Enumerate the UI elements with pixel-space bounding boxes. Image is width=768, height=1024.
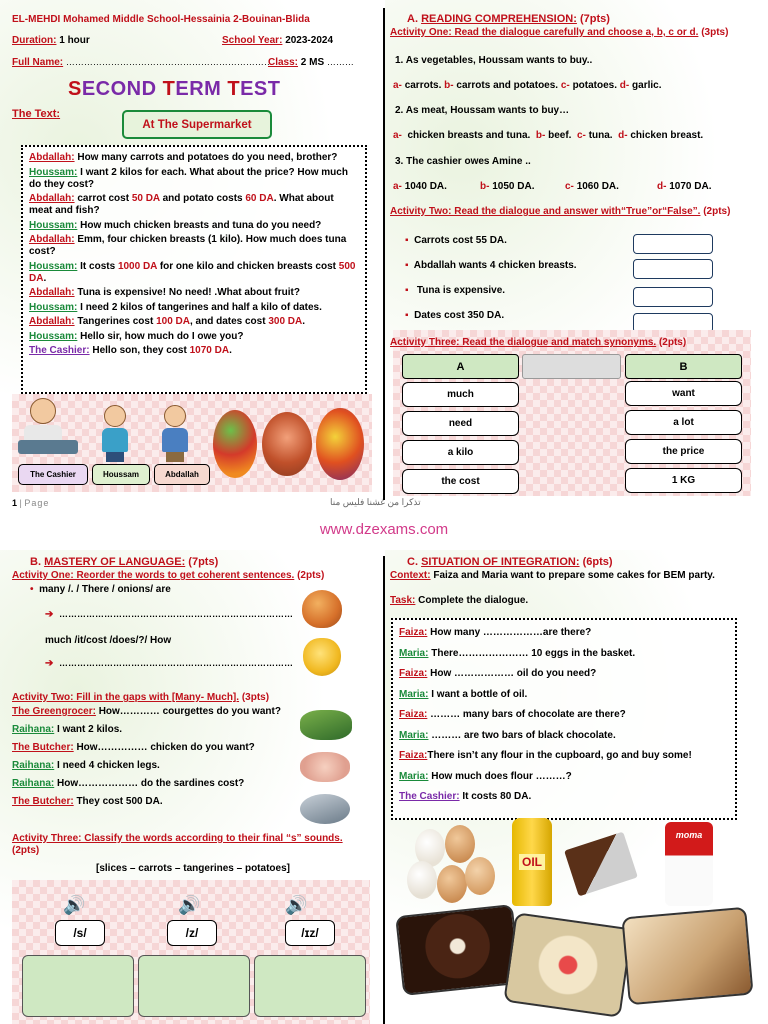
flour-label: moma [675,830,703,840]
speaker-name: Houssam: [29,301,78,313]
houssam-legs [106,452,124,462]
speaker-name: Houssam: [29,330,78,342]
speaker-name: The Butcher: [12,796,74,807]
classify-box-iz[interactable] [254,955,366,1017]
cashier-head [30,398,56,424]
dialogue-line [12,796,302,807]
arabic-footer: تذكرا من غشنا فليس منا [330,497,421,507]
b-activity-one-title: Activity One: Reorder the words to get coherent sentences. (2pts) [12,570,325,581]
question-1: 1. As vegetables, Houssam wants to buy.. [395,55,593,66]
match-a-3[interactable]: a kilo [402,440,519,465]
dialogue-line [29,167,359,191]
dialogue-text[interactable]: It costs 80 DA. [459,791,532,802]
dialogue-line [399,668,729,679]
speaker-name: Abdallah: [29,234,75,245]
answer-line-2[interactable]: ➔ …………………………………………………………………… [45,658,293,669]
sardines-image [300,794,350,824]
oil-label: OIL [519,854,545,870]
dialogue-text: How much chicken breasts and tuna do you need? [77,219,322,231]
speaker-name: Abdallah: [29,316,75,327]
dialogue-line [29,316,359,328]
dialogue-line [29,152,359,164]
integration-dialogue [399,627,729,802]
dialogue-text: Tangerines cost [74,316,157,327]
dialogue-text: Hello sir, how much do I owe you? [77,330,244,342]
dialogue-text[interactable]: How much does flour ………? [428,770,572,782]
dialogue-text[interactable]: I need 4 chicken legs. [54,760,160,771]
badge-abdallah: Abdallah [154,464,210,485]
speaker-name: Abdallah: [29,287,75,298]
dialogue-line [29,193,359,217]
q3-opt-b: b- 1050 DA. [480,181,535,192]
column-divider-top [383,8,385,500]
speaker-name: Houssam: [29,219,78,231]
dialogue-text: . [43,272,47,284]
price: 1070 DA [189,345,230,356]
dialogue-line [399,627,729,638]
badge-cashier: The Cashier [18,464,88,485]
speaker-name: Houssam: [29,166,78,178]
speaker-name: Faiza: [399,750,428,761]
houssam-body [102,428,128,452]
dialogue-text: Emm, four chicken breasts (1 kilo). How much does tuna cost? [29,234,347,257]
match-b-3[interactable]: the price [625,439,742,464]
sound-z: /z/ [167,920,217,946]
speaker-icon-3[interactable]: 🔊 [285,895,308,915]
text-label: The Text: [12,108,61,120]
speaker-name: Maria: [399,770,429,782]
speaker-name: Houssam: [29,260,78,272]
chocolate-image [564,832,638,897]
price: 100 DA [156,316,190,327]
dialogue-text[interactable]: ……… are two bars of black chocolate. [428,729,616,741]
speaker-name: Faiza: [399,627,428,638]
dialogue-line [12,778,302,789]
dialogue-line [399,791,729,802]
match-a-1[interactable]: much [402,382,519,407]
classify-box-s[interactable] [22,955,134,1017]
section-a-title: A. READING COMPREHENSION: (7pts) [407,13,610,25]
tf-answer-box-2[interactable] [633,259,713,279]
activity-one-title: Activity One: Read the dialogue carefully and choose a, b, c or d. (3pts) [390,27,729,38]
dialogue-text[interactable]: There………………… 10 eggs in the basket. [428,647,636,659]
oil-bottle-image [512,818,552,906]
site-url[interactable]: www.dzexams.com [319,521,449,538]
speaker-name: Raihana: [12,778,55,789]
dialogue-text: How many carrots and potatoes do you need, brother? [74,152,338,163]
duration: Duration: 1 hour [12,35,90,46]
dialogue-text: . [302,316,306,327]
match-header-a: A [402,354,519,379]
dialogue-text: I need 2 kilos of tangerines and half a kilo of dates. [77,301,322,313]
dialogue-text[interactable]: How………… courgettes do you want? [95,706,281,717]
match-b-4[interactable]: 1 KG [625,468,742,493]
dialogue-line [29,261,359,285]
section-c-title: C. SITUATION OF INTEGRATION: (6pts) [407,556,613,568]
dialogue-text[interactable]: I want 2 kilos. [54,724,123,735]
eggs-image [407,825,497,905]
dialogue-text[interactable]: How many ………………are there? [427,627,592,638]
price: 60 DA [245,193,274,204]
dialogue-line [29,302,359,314]
price: 300 DA [268,316,303,327]
dialogue-text: and potato costs [159,193,246,204]
dialogue-line [29,345,359,357]
task: Task: Complete the dialogue. [390,595,529,606]
match-a-2[interactable]: need [402,411,519,436]
dialogue-text[interactable]: How……………… do the sardines cost? [54,778,245,789]
page-1 [0,0,383,500]
sentence-2: much /it/cost /does/?/ How [45,635,172,646]
dialogue-text: I want 2 kilos for each. What about the price? How much do they cost? [29,166,348,190]
tf-item-3: ▪ Tuna is expensive. [405,285,506,296]
dialogue-text[interactable]: There isn’t any flour in the cupboard, go and buy some! [427,750,692,761]
tf-answer-box-1[interactable] [633,234,713,254]
dialogue-text: for one kilo and chicken breasts cost [157,260,339,272]
question-3: 3. The cashier owes Amine .. [395,156,531,167]
text-dialogue-box [21,145,367,394]
full-name-line: Full Name: …………………………………………………………… [12,57,273,68]
column-divider-bottom [383,556,385,1024]
school-year: School Year: 2023-2024 [222,35,334,46]
word-list: [slices – carrots – tangerines – potatoes] [96,863,290,874]
speaker-name: Raihana: [12,760,55,771]
match-header-b: B [625,354,742,379]
dialogue-line [399,750,729,761]
dialogue-text: Tuna is expensive! No need! .What about fruit? [74,287,300,298]
answer-line-1[interactable]: ➔ …………………………………………………………………… [45,609,293,620]
price: 1000 DA [117,260,158,272]
cake-image-2 [503,912,632,1018]
speaker-name: The Cashier: [29,345,90,356]
meat-fish-image [262,412,312,476]
dialogue-line [399,709,729,720]
badge-houssam: Houssam [92,464,150,485]
chicken-legs-image [300,752,350,782]
activity-three-title: Activity Three: Read the dialogue and match synonyms. (2pts) [390,337,687,348]
speaker-name: The Cashier: [399,791,460,802]
vegetables-image [213,410,257,478]
dialogue-text: . [229,345,232,356]
speaker-name: The Butcher: [12,742,74,753]
abdallah-body [162,428,188,452]
q3-opt-a: a- 1040 DA. [393,181,447,192]
speaker-name: Maria: [399,729,429,741]
dialogue-text[interactable]: ……… many bars of chocolate are there? [427,709,626,720]
dialogue-line [399,771,729,782]
question-2: 2. As meat, Houssam wants to buy… [395,105,570,116]
fruit-image [316,408,364,480]
page-2 [385,0,768,500]
tf-item-1: ▪ Carrots cost 55 DA. [405,235,507,246]
dialogue-text[interactable]: How…………… chicken do you want? [73,742,255,753]
dialogue-line [29,287,359,299]
dialogue-text: Hello son, they cost [89,345,190,356]
cake-image-3 [621,907,753,1006]
dialogue-text: carrot cost [74,193,132,204]
dialogue-text[interactable]: They cost 500 DA. [73,796,163,807]
dialogue-line [29,220,359,232]
dialogue-line [399,730,729,741]
speaker-name: Faiza: [399,668,428,679]
flour-bag-image [665,822,713,906]
match-header-blank [522,354,621,379]
text-title-box: At The Supermarket [122,110,272,139]
abdallah-legs [166,452,184,462]
speaker-name: Abdallah: [29,193,75,204]
dialogue-line [29,331,359,343]
question-1-options: a- carrots. b- carrots and potatoes. c- potatoes. d- garlic. [393,80,662,91]
context: Context: Faiza and Maria want to prepare some cakes for BEM party. [390,570,715,581]
b-activity-three-title: Activity Three: Classify the words according to their final “s” sounds. (2pts) [12,833,343,856]
abdallah-head [164,405,186,427]
integration-dialogue-box [391,618,737,820]
speaker-icon-2[interactable]: 🔊 [178,895,201,915]
houssam-head [104,405,126,427]
dialogue-line [399,648,729,659]
q3-opt-c: c- 1060 DA. [565,181,619,192]
question-2-options: a- chicken breasts and tuna. b- beef. c- tuna. d- chicken breast. [393,130,704,141]
sound-iz: /ɪz/ [285,920,335,946]
tf-item-2: ▪ Abdallah wants 4 chicken breasts. [405,260,577,271]
dialogue-text[interactable]: How ……………… oil do you need? [427,668,597,679]
speaker-name: Raihana: [12,724,55,735]
dialogue-text: . What about meat and fish? [29,193,334,216]
page-footer: 1 | Page [12,498,50,508]
q3-opt-d: d- 1070 DA. [657,181,712,192]
abdallah-figure [162,405,188,462]
class-line: Class: 2 MS ……… [268,57,354,68]
speaker-name: Faiza: [399,709,428,720]
sound-s: /s/ [55,920,105,946]
b-activity-two-title: Activity Two: Fill in the gaps with [Many- Much]. (3pts) [12,692,270,703]
school-name: EL-MEHDI Mohamed Middle School-Hessainia 2-Bouinan-Blida [12,14,310,25]
price: 500 DA [29,260,356,284]
dialogue-line [12,742,302,753]
speaker-name: Maria: [399,647,429,659]
dialogue-text: , and dates cost [189,316,269,327]
dialogue-line [399,689,729,700]
onion-image [302,590,342,628]
match-b-2[interactable]: a lot [625,410,742,435]
section-b-title: B. MASTERY OF LANGUAGE: (7pts) [30,556,219,568]
cake-image-1 [395,904,521,996]
courgette-image [300,710,352,740]
dialogue-line [12,724,302,735]
speaker-icon-1[interactable]: 🔊 [63,895,86,915]
houssam-figure [102,405,128,462]
dialogue-line [12,760,302,771]
tf-answer-box-3[interactable] [633,287,713,307]
dialogue-text[interactable]: I want a bottle of oil. [428,688,528,700]
dialogue-line [12,706,302,717]
page-3 [0,550,383,1024]
match-b-1[interactable]: want [625,381,742,406]
page-4 [385,550,768,1024]
gap-dialogue [12,706,302,814]
dialogue-line [29,234,359,258]
page-title: SECOND TERM TEST [68,78,281,100]
speaker-name: The Greengrocer: [12,706,96,717]
activity-two-title: Activity Two: Read the dialogue and answer with“True”or“False”. (2pts) [390,206,731,217]
counter [18,440,78,454]
money-bag-image [303,638,341,676]
speaker-name: Maria: [399,688,429,700]
sentence-1: • many /. / There / onions/ are [30,584,171,595]
classify-box-z[interactable] [138,955,250,1017]
match-a-4[interactable]: the cost [402,469,519,494]
price: 50 DA [131,193,160,204]
dialogue-text: It costs [77,260,118,272]
dialogue [29,152,359,357]
tf-item-4: ▪ Dates cost 350 DA. [405,310,505,321]
speaker-name: Abdallah: [29,152,75,163]
